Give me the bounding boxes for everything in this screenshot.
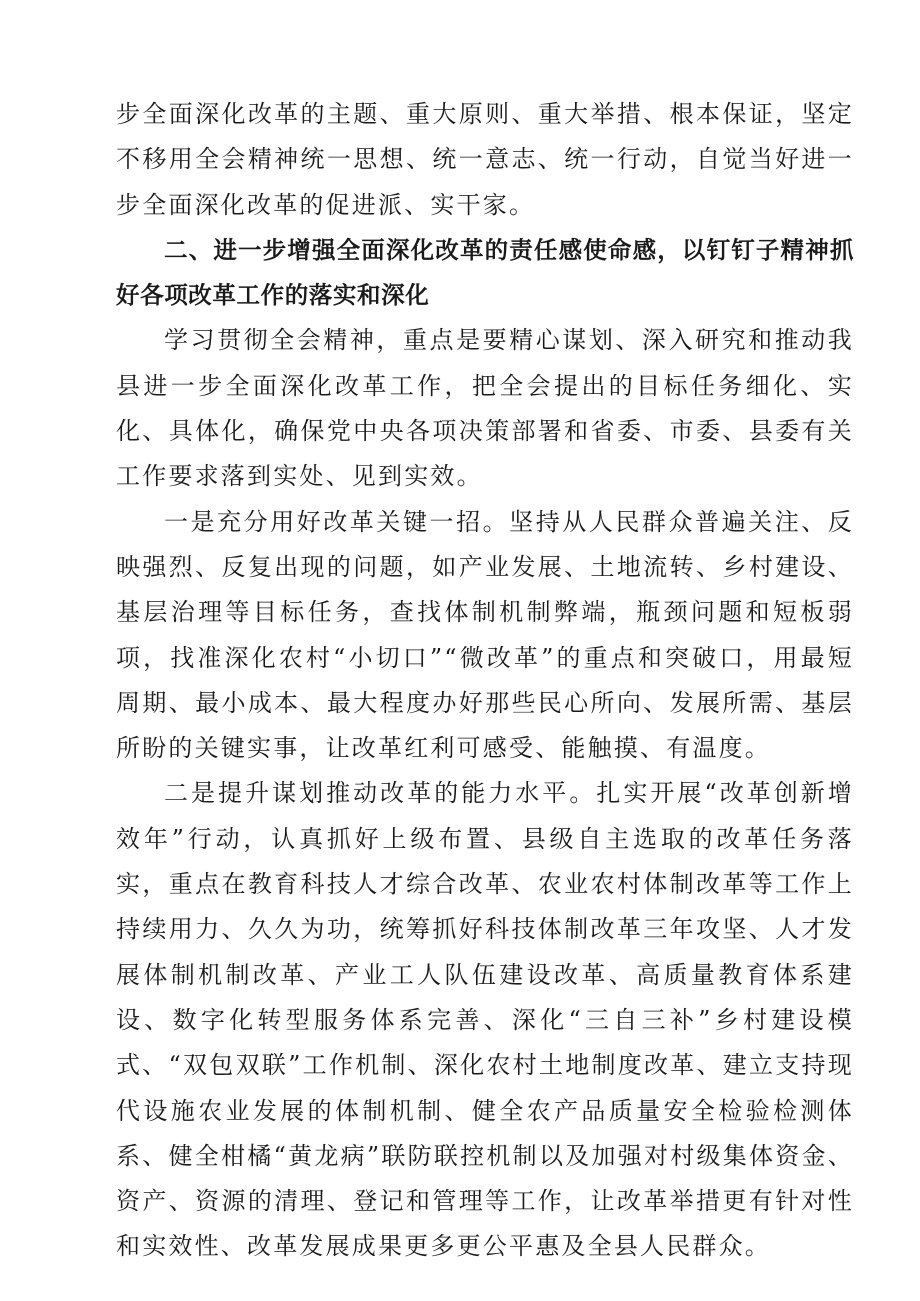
document-body <box>116 92 854 1270</box>
paragraph-continuation: 步全面深化改革的主题、重大原则、重大举措、根本保证，坚定不移用全会精神统一思想、统一意志、统一行动，自觉当好进一步全面深化改革的促进派、实干家。 <box>116 100 854 219</box>
paragraph-intro: 学习贯彻全会精神，重点是要精心谋划、深入研究和推动我县进一步全面深化改革工作，把全会提出的目标任务细化、实化、具体化，确保党中央各项决策部署和省委、市委、县委有关工作要求落到实处、见到实效。 <box>116 326 854 491</box>
section-heading-2: 二、进一步增强全面深化改革的责任感使命感，以钉钉子精神抓好各项改革工作的落实和深化 <box>116 235 854 310</box>
paragraph-point-1: 一是充分用好改革关键一招。坚持从人民群众普遍关注、反映强烈、反复出现的问题，如产业发展、土地流转、乡村建设、基层治理等目标任务，查找体制机制弊端，瓶颈问题和短板弱项，找准深化农村“小切口”“微改革”的重点和突破口，用最短周期、最小成本、最大程度办好那些民心所向、发展所需、基层所盼的关键实事，让改革红利可感受、能触摸、有温度。 <box>116 507 854 763</box>
paragraph-point-2: 二是提升谋划推动改革的能力水平。扎实开展“改革创新增效年”行动，认真抓好上级布置、县级自主选取的改革任务落实，重点在教育科技人才综合改革、农业农村体制改革等工作上持续用力、久久为功，统筹抓好科技体制改革三年攻坚、人才发展体制机制改革、产业工人队伍建设改革、高质量教育体系建设、数字化转型服务体系完善、深化“三自三补”乡村建设模式、“双包双联”工作机制、深化农村土地制度改革、建立支持现代设施农业发展的体制机制、健全农产品质量安全检验检测体系、健全柑橘“黄龙病”联防联控机制以及加强对村级集体资金、资产、资源的清理、登记和管理等工作，让改革举措更有针对性和实效性、改革发展成果更多更公平惠及全县人民群众。 <box>116 779 854 1261</box>
